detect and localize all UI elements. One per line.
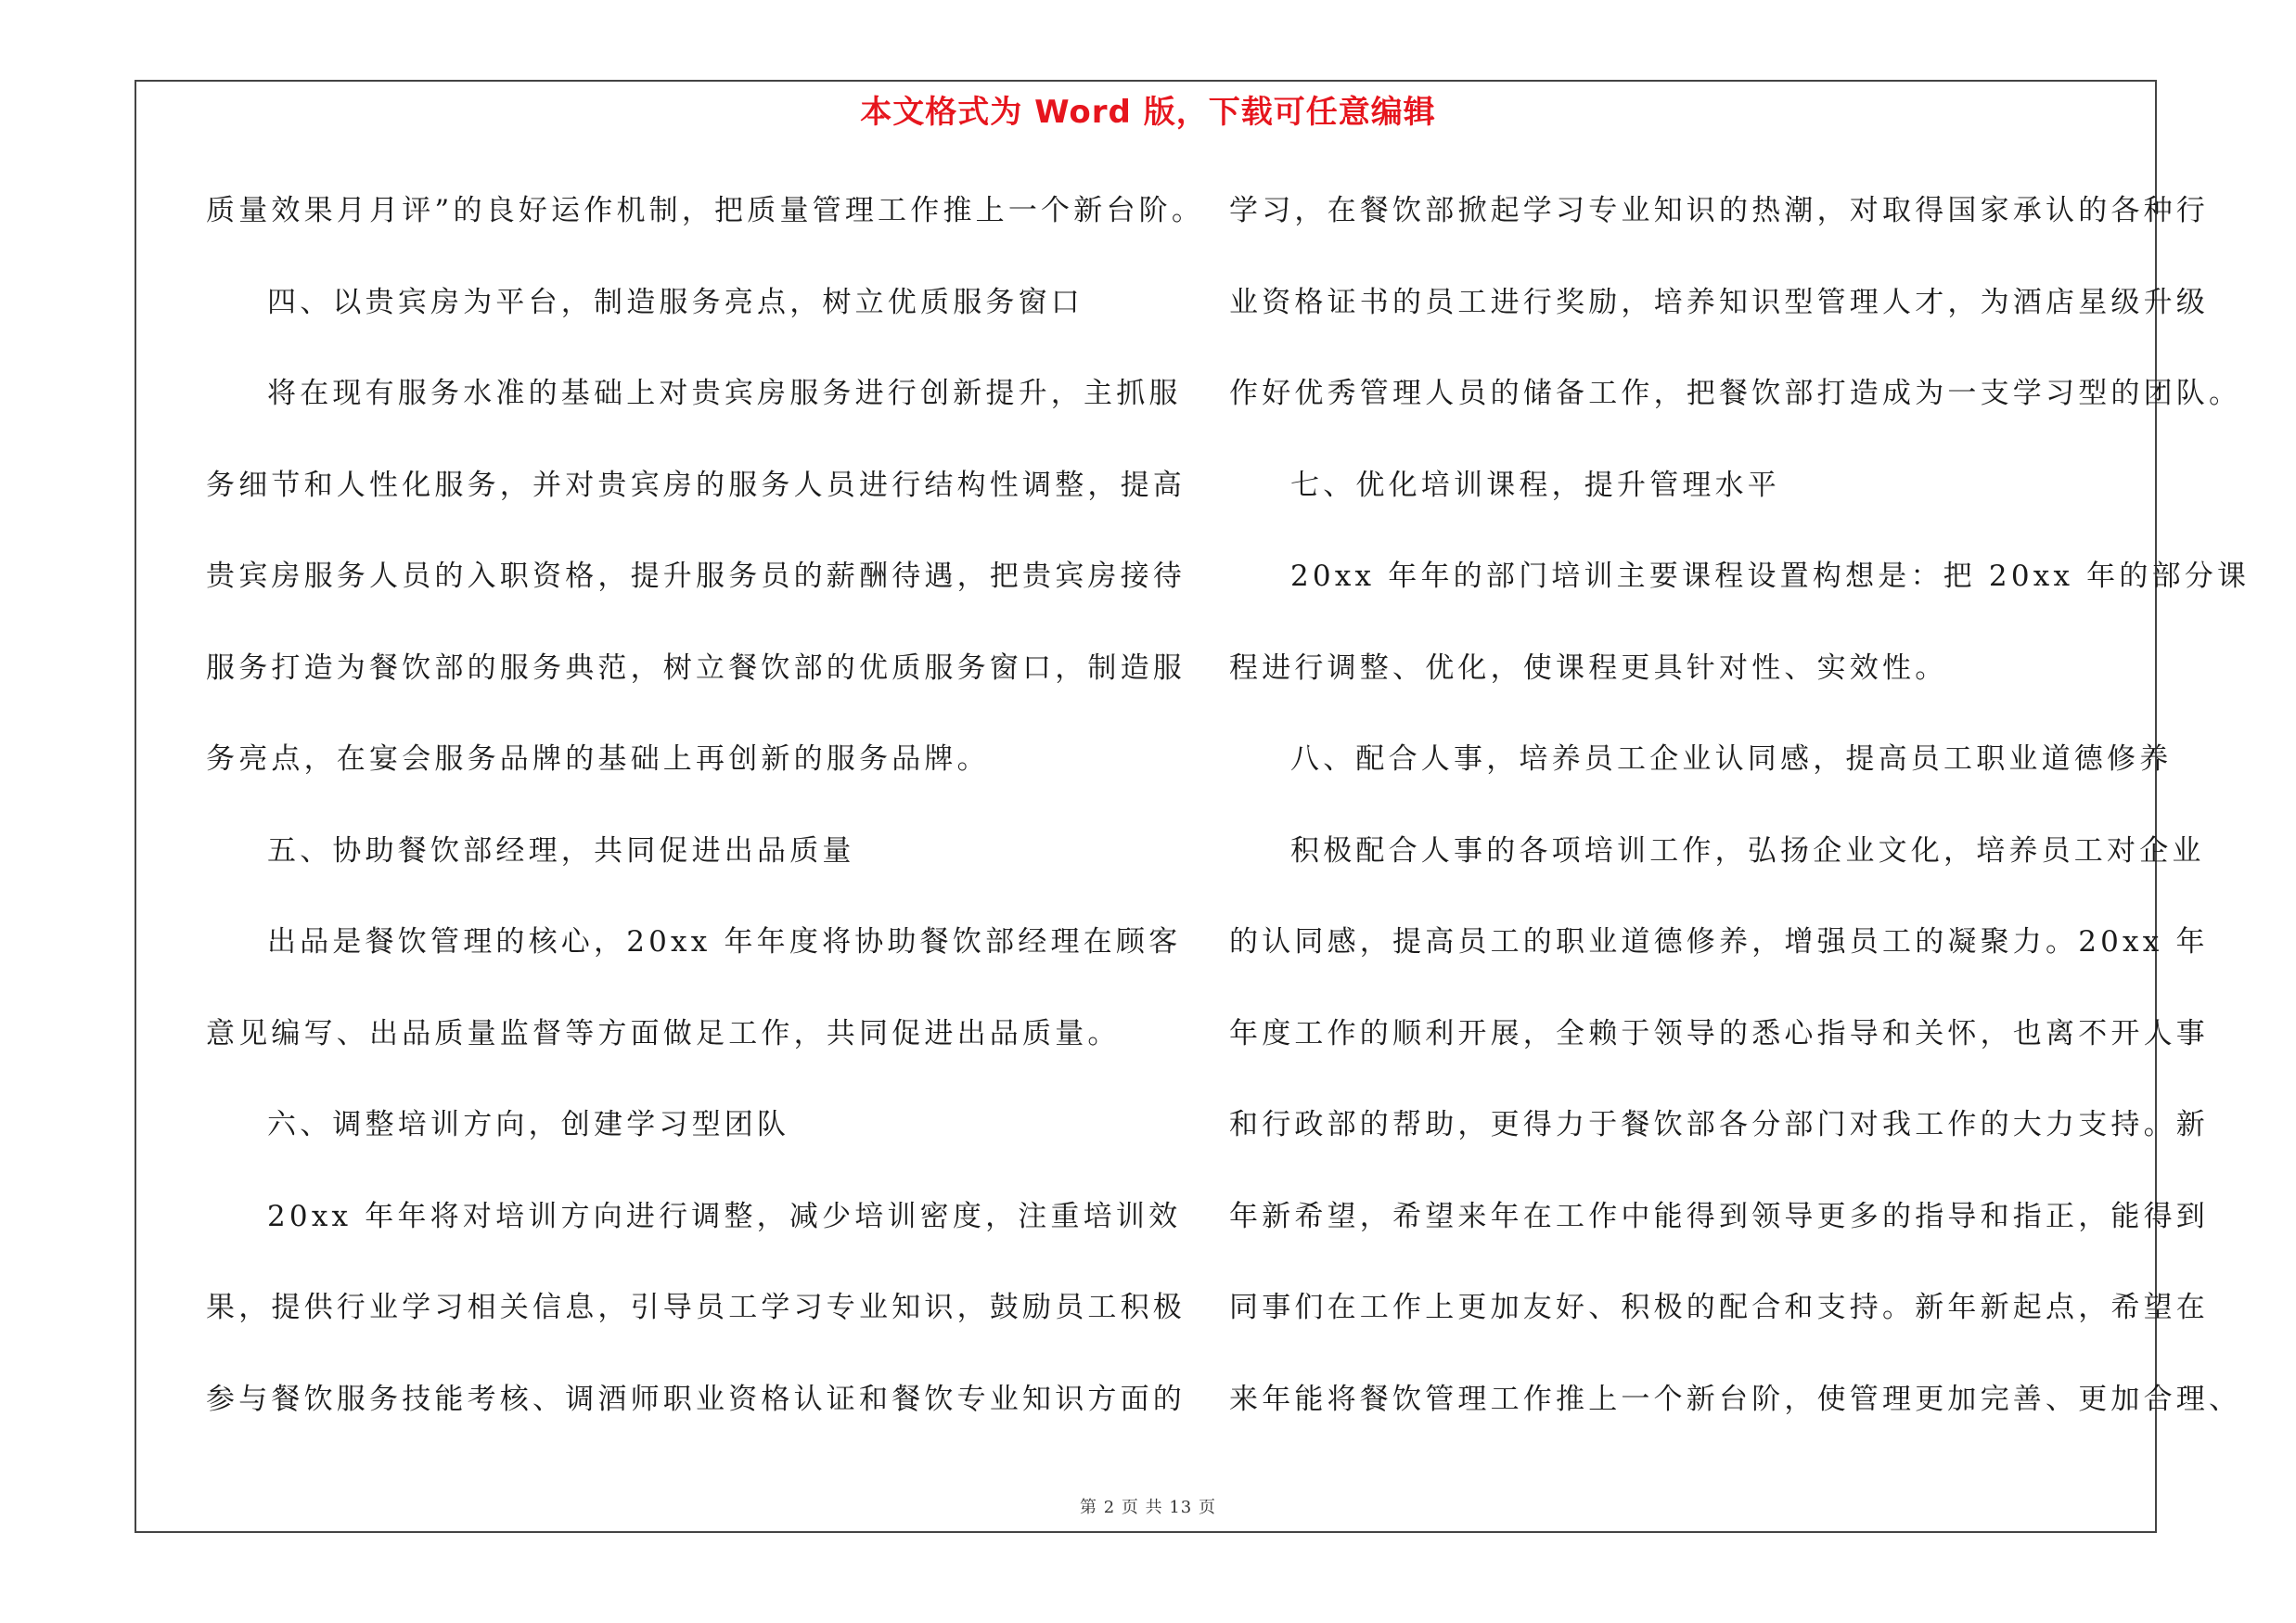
paragraph-line: 年度工作的顺利开展，全赖于领导的悉心指导和关怀，也离不开人事 <box>1229 1016 2209 1050</box>
paragraph-line: 作好优秀管理人员的储备工作，把餐饮部打造成为一支学习型的团队。 <box>1229 377 2242 410</box>
section-heading-7: 七、优化培训课程，提升管理水平 <box>1290 468 1780 502</box>
paragraph-line: 的认同感，提高员工的职业道德修养，增强员工的凝聚力。20xx 年 <box>1229 925 2209 959</box>
paragraph-line: 质量效果月月评”的良好运作机制，把质量管理工作推上一个新台阶。 <box>206 194 1205 227</box>
page-number: 第 2 页 共 13 页 <box>1080 1498 1216 1517</box>
paragraph-line: 贵宾房服务人员的入职资格，提升服务员的薪酬待遇，把贵宾房接待 <box>206 560 1186 593</box>
paragraph-line: 学习，在餐饮部掀起学习专业知识的热潮，对取得国家承认的各种行 <box>1229 194 2209 227</box>
paragraph-line: 务细节和人性化服务，并对贵宾房的服务人员进行结构性调整，提高 <box>206 468 1186 502</box>
section-heading-4: 四、以贵宾房为平台，制造服务亮点，树立优质服务窗口 <box>267 285 1084 319</box>
right-column <box>1229 184 2251 1463</box>
paragraph-line: 20xx 年年将对培训方向进行调整，减少培训密度，注重培训效 <box>267 1199 1182 1233</box>
left-column <box>206 184 1205 1463</box>
paragraph-line: 20xx 年年的部门培训主要课程设置构想是：把 20xx 年的部分课 <box>1290 560 2251 593</box>
paragraph-line: 参与餐饮服务技能考核、调酒师职业资格认证和餐饮专业知识方面的 <box>206 1382 1186 1416</box>
section-heading-8: 八、配合人事，培养员工企业认同感，提高员工职业道德修养 <box>1290 742 2173 776</box>
paragraph-line: 服务打造为餐饮部的服务典范，树立餐饮部的优质服务窗口，制造服 <box>206 650 1186 685</box>
section-heading-5: 五、协助餐饮部经理，共同促进出品质量 <box>267 833 855 868</box>
paragraph-line: 来年能将餐饮管理工作推上一个新台阶，使管理更加完善、更加合理、 <box>1229 1382 2242 1416</box>
section-heading-6: 六、调整培训方向，创建学习型团队 <box>267 1108 790 1141</box>
paragraph-line: 意见编写、出品质量监督等方面做足工作，共同促进出品质量。 <box>206 1016 1121 1050</box>
paragraph-line: 果，提供行业学习相关信息，引导员工学习专业知识，鼓励员工积极 <box>206 1291 1186 1324</box>
paragraph-line: 和行政部的帮助，更得力于餐饮部各分部门对我工作的大力支持。新 <box>1229 1108 2209 1141</box>
format-banner: 本文格式为 Word 版，下载可任意编辑 <box>860 94 1436 131</box>
paragraph-line: 将在现有服务水准的基础上对贵宾房服务进行创新提升，主抓服 <box>267 377 1182 410</box>
paragraph-line: 积极配合人事的各项培训工作，弘扬企业文化，培养员工对企业 <box>1290 833 2205 868</box>
paragraph-line: 年新希望，希望来年在工作中能得到领导更多的指导和指正，能得到 <box>1229 1199 2209 1233</box>
paragraph-line: 业资格证书的员工进行奖励，培养知识型管理人才，为酒店星级升级 <box>1229 285 2209 319</box>
paragraph-line: 程进行调整、优化，使课程更具针对性、实效性。 <box>1229 650 1948 685</box>
paragraph-line: 出品是餐饮管理的核心，20xx 年年度将协助餐饮部经理在顾客 <box>267 925 1182 959</box>
paragraph-line: 同事们在工作上更加友好、积极的配合和支持。新年新起点，希望在 <box>1229 1291 2209 1324</box>
paragraph-line: 务亮点，在宴会服务品牌的基础上再创新的服务品牌。 <box>206 742 990 776</box>
